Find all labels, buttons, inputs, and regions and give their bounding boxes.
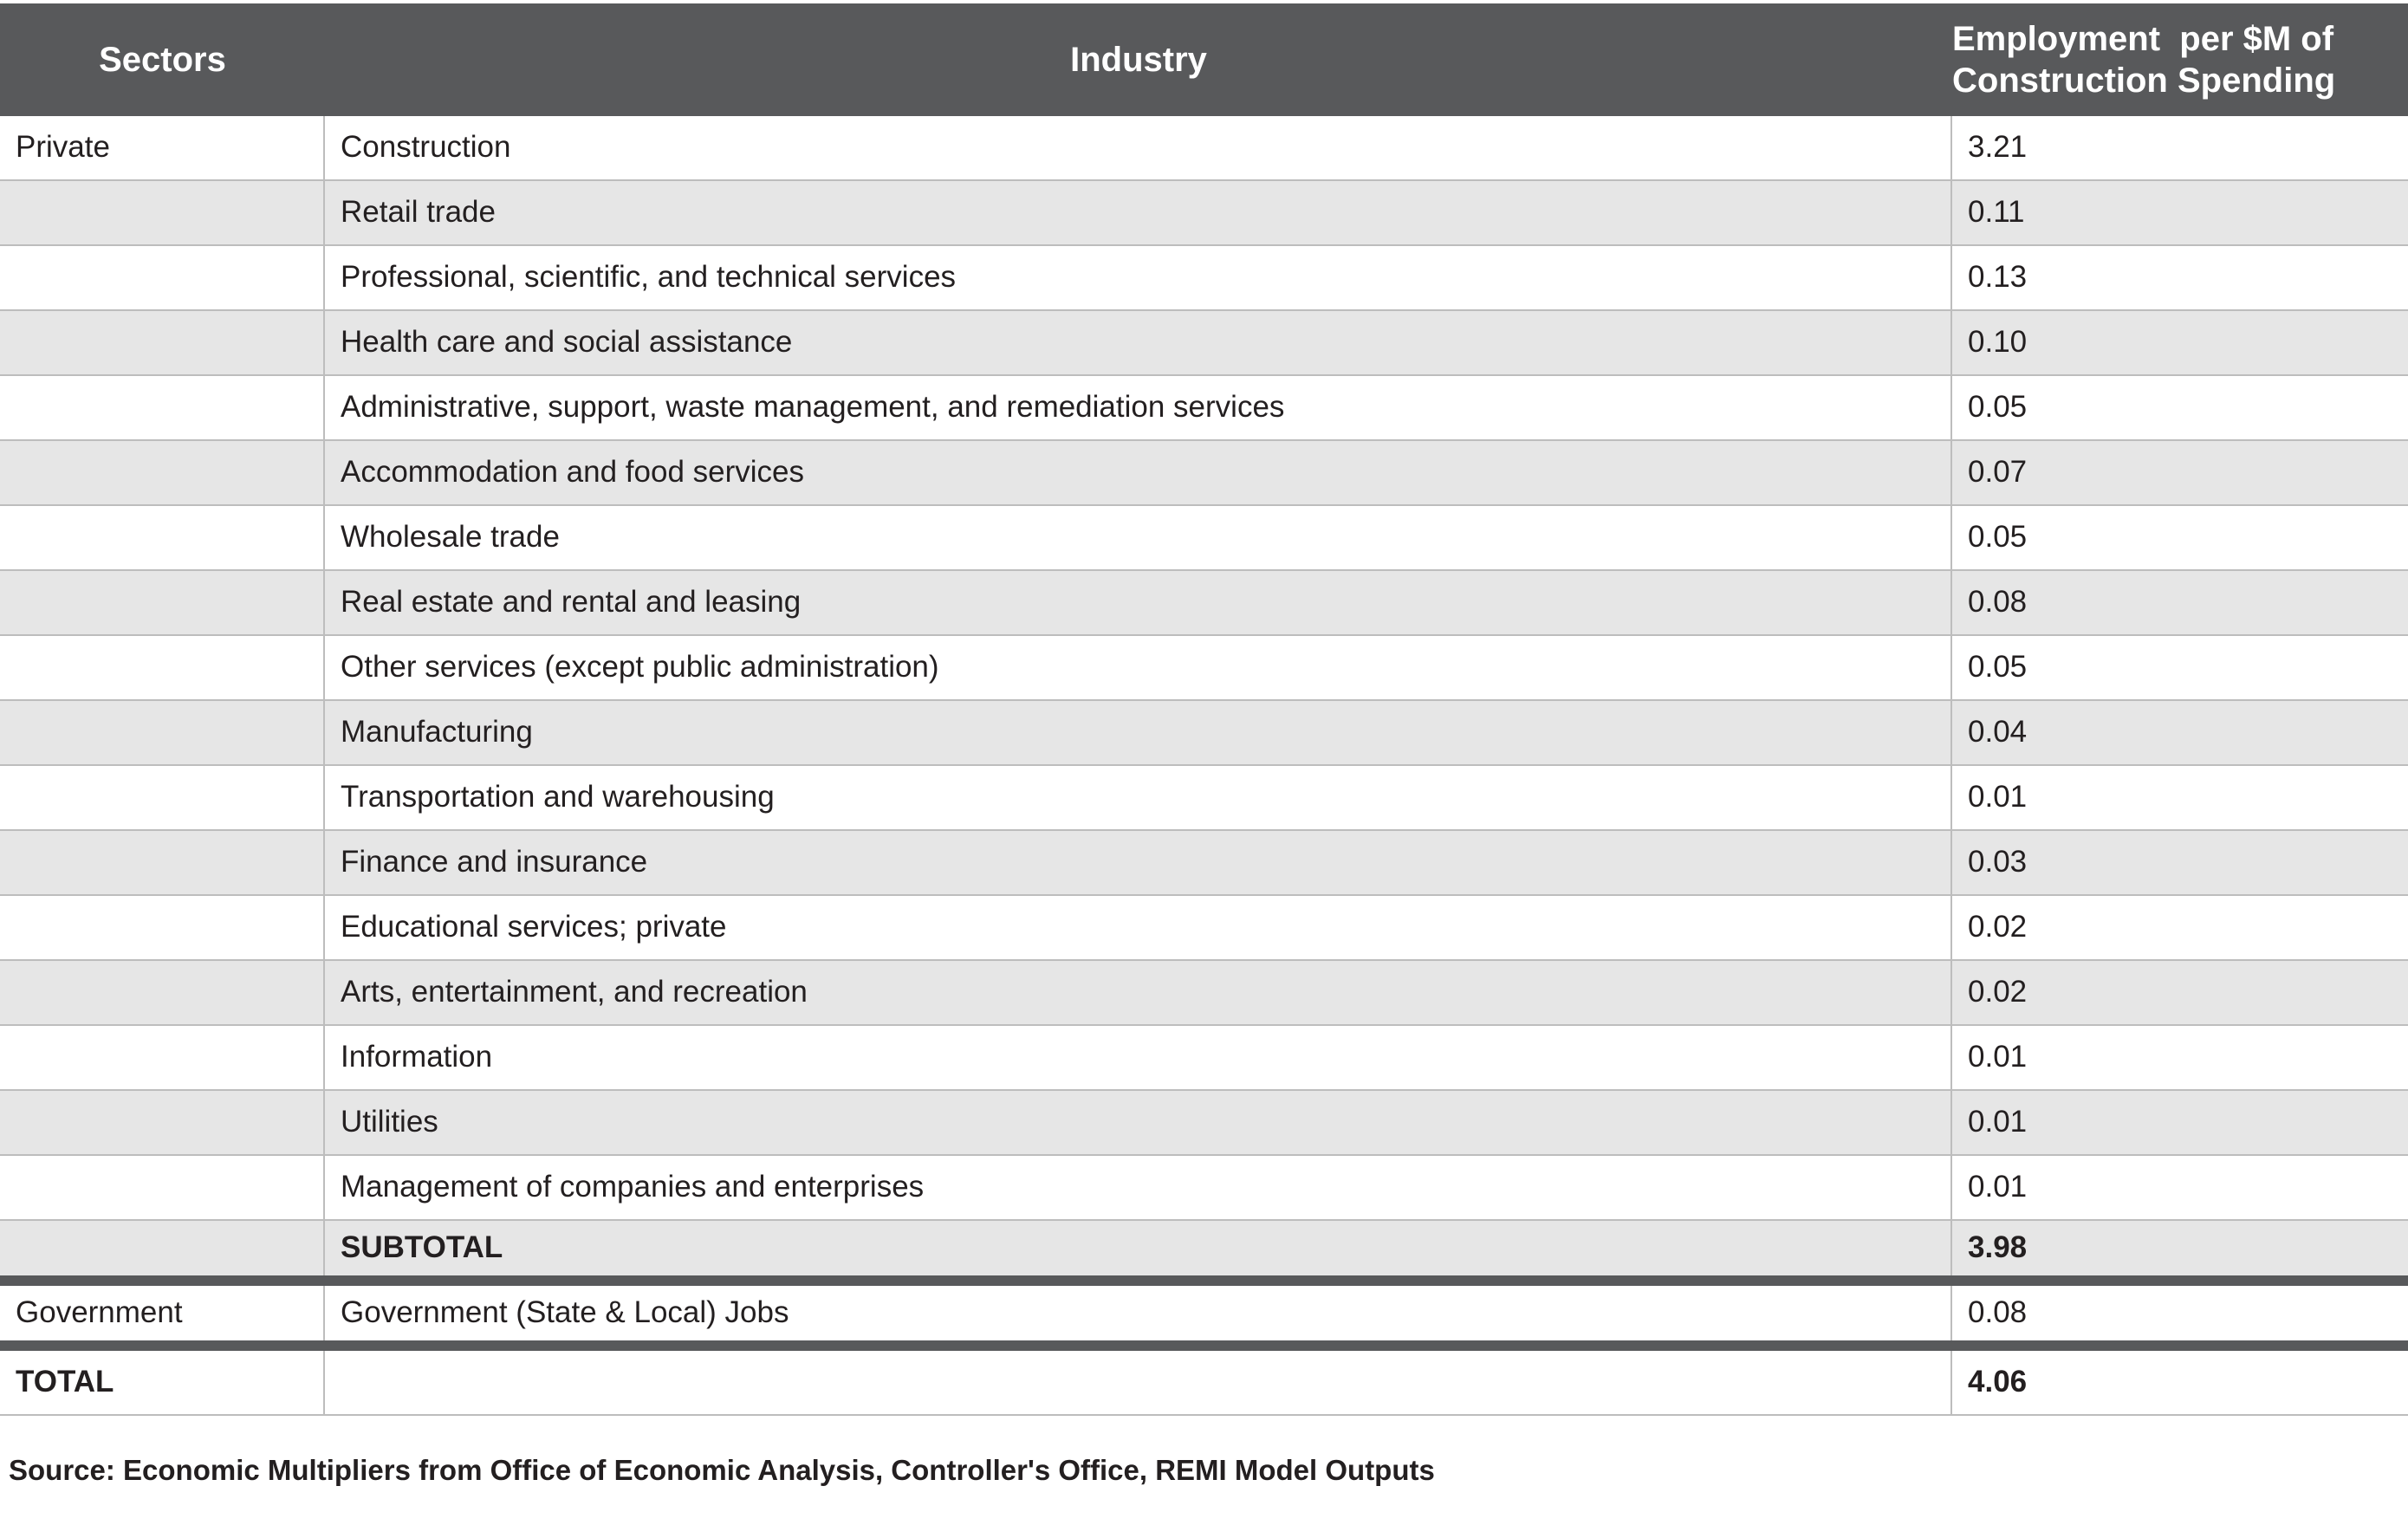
source-note: Source: Economic Multipliers from Office of Economic Analysis, Controller's Office, REMI Model Outputs [9,1454,1435,1486]
sector-cell [0,376,325,439]
sector-cell [0,1221,325,1275]
industry-cell: Administrative, support, waste management, and remediation services [325,376,1952,439]
sector-cell [0,506,325,569]
table-row [0,441,2408,506]
sector-cell [0,636,325,699]
value-cell: 0.10 [1968,325,2028,360]
industry-cell: Wholesale trade [325,506,1952,569]
industry-cell [325,1351,1952,1414]
value-cell: 0.01 [1968,780,2028,814]
sector-cell [0,246,325,309]
sector-cell [0,571,325,634]
value-cell: 0.03 [1968,845,2028,879]
value-cell: 3.21 [1968,130,2028,165]
sector-cell [0,766,325,829]
table-row [0,766,2408,831]
sector-cell [0,441,325,504]
table-header [0,3,2408,116]
total-label: TOTAL [0,1351,325,1414]
industry-cell: Transportation and warehousing [325,766,1952,829]
header-sectors: Sectors [99,41,226,79]
value-cell: 0.11 [1968,195,2025,230]
total-row [0,1351,2408,1416]
value-cell: 0.05 [1968,650,2028,685]
government-row [0,1286,2408,1351]
industry-cell: Real estate and rental and leasing [325,571,1952,634]
subtotal-label: SUBTOTAL [325,1221,1952,1275]
header-employment [1952,3,2408,116]
value-cell: 0.02 [1968,910,2028,944]
header-industry: Industry [1070,41,1207,79]
employment-table [0,3,2408,1416]
industry-cell: Other services (except public administration) [325,636,1952,699]
subtotal-value: 3.98 [1968,1230,2028,1265]
industry-cell: Professional, scientific, and technical services [325,246,1952,309]
industry-cell: Health care and social assistance [325,311,1952,374]
sector-cell [0,831,325,894]
value-cell: 0.05 [1968,520,2028,555]
value-cell: 0.01 [1968,1105,2028,1139]
value-cell: 0.08 [1968,585,2028,620]
industry-cell: Utilities [325,1091,1952,1154]
industry-cell: Educational services; private [325,896,1952,959]
value-cell: 0.01 [1968,1040,2028,1074]
value-cell: 0.13 [1968,260,2028,295]
value-cell: 0.04 [1968,715,2028,750]
sector-cell: Government [0,1286,325,1340]
value-cell: 0.02 [1968,975,2028,1009]
sector-cell [0,181,325,244]
table-row [0,116,2408,181]
sector-cell [0,311,325,374]
industry-cell: Accommodation and food services [325,441,1952,504]
sector-cell [0,1156,325,1219]
industry-cell: Arts, entertainment, and recreation [325,961,1952,1024]
table-row [0,1091,2408,1156]
industry-cell: Manufacturing [325,701,1952,764]
value-cell: 0.08 [1968,1295,2028,1330]
table-row [0,1156,2408,1221]
total-value: 4.06 [1968,1365,2028,1399]
value-cell: 0.01 [1968,1170,2028,1204]
table-row [0,896,2408,961]
value-cell: 0.07 [1968,455,2028,490]
table-row [0,831,2408,896]
sector-cell [0,1091,325,1154]
header-employment-line1: Employment per $M of [1952,20,2334,58]
sector-cell [0,961,325,1024]
sector-cell [0,701,325,764]
table-row [0,506,2408,571]
industry-cell: Information [325,1026,1952,1089]
table-row [0,961,2408,1026]
industry-cell: Finance and insurance [325,831,1952,894]
value-cell: 0.05 [1968,390,2028,425]
table-row [0,636,2408,701]
sector-cell [0,1026,325,1089]
table-row [0,571,2408,636]
subtotal-row [0,1221,2408,1286]
sector-cell: Private [0,116,325,179]
table-row [0,311,2408,376]
table-row [0,701,2408,766]
table-row [0,181,2408,246]
industry-cell: Retail trade [325,181,1952,244]
table-row [0,246,2408,311]
industry-cell: Government (State & Local) Jobs [325,1286,1952,1340]
table-row [0,1026,2408,1091]
industry-cell: Construction [325,116,1952,179]
sector-cell [0,896,325,959]
industry-cell: Management of companies and enterprises [325,1156,1952,1219]
table-row [0,376,2408,441]
header-employment-line2: Construction Spending [1952,62,2336,100]
